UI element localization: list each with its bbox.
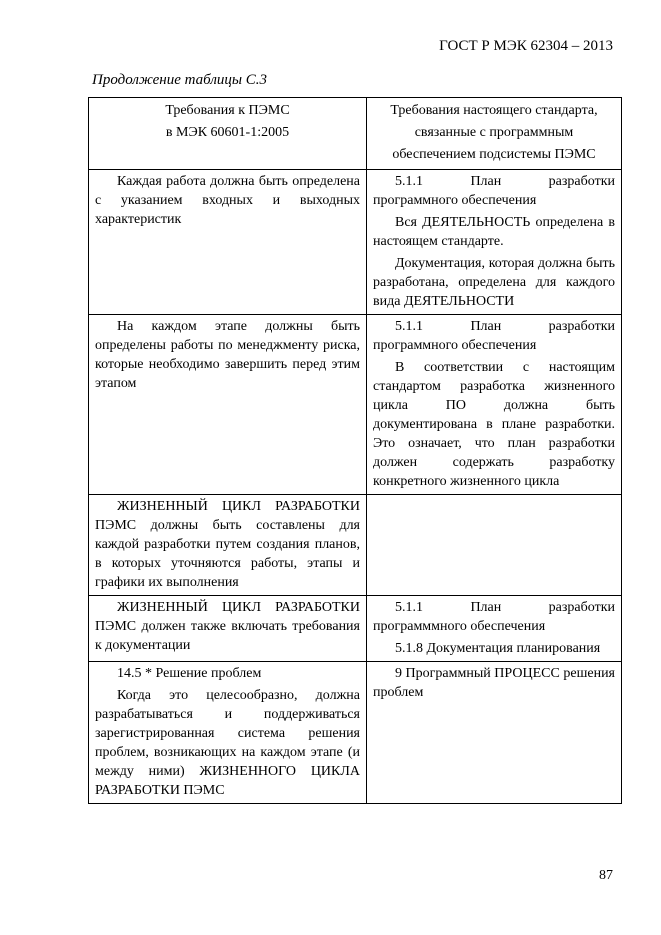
cell-paragraph: 5.1.8 Документация планирования (395, 641, 601, 656)
table-row (89, 662, 622, 804)
left-cell (89, 495, 367, 596)
right-cell (367, 662, 622, 804)
cell-paragraph: Когда это целесообразно, должна разрабатываться и поддерживаться зарегистрированная система решения проблем, возникающих на каждом этапе (и между ними) ЖИЗНЕННОГО ЦИКЛА РАЗРАБОТКИ ПЭМС (95, 688, 360, 798)
cell-paragraph: 14.5 * Решение проблем (117, 666, 262, 681)
col2-header-line: связанные с программным (414, 125, 574, 140)
left-cell (89, 315, 367, 495)
cell-paragraph: 9 Программный ПРОЦЕСС решения проблем (373, 666, 615, 700)
table-row (89, 315, 622, 495)
col1-header-line: Требования к ПЭМС (165, 103, 290, 118)
table-row (89, 170, 622, 315)
cell-paragraph: 5.1.1 План разработки программного обеспечения (373, 319, 615, 353)
cell-paragraph: Вся ДЕЯТЕЛЬНОСТЬ определена в настоящем стандарте. (373, 215, 615, 249)
cell-paragraph: Каждая работа должна быть определена с указанием входных и выходных характеристик (95, 174, 360, 227)
cell-paragraph: 5.1.1 План разработки программмного обеспечения (373, 600, 615, 634)
cell-paragraph: Документация, которая должна быть разработана, определена для каждого вида ДЕЯТЕЛЬНОСТИ (373, 256, 615, 309)
cell-paragraph: ЖИЗНЕННЫЙ ЦИКЛ РАЗРАБОТКИ ПЭМС должны быть составлены для каждой разработки путем создания планов, в которых уточняются работы, этапы и графики их выполнения (95, 499, 360, 590)
col1-header (89, 98, 367, 170)
left-cell (89, 170, 367, 315)
requirements-table (88, 97, 622, 804)
right-cell (367, 170, 622, 315)
table-header-row (89, 98, 622, 170)
col2-header-line: обеспечением подсистемы ПЭМС (392, 147, 596, 162)
col2-header-line: Требования настоящего стандарта, (390, 103, 598, 118)
cell-paragraph: ЖИЗНЕННЫЙ ЦИКЛ РАЗРАБОТКИ ПЭМС должен также включать требования к документации (95, 600, 360, 653)
left-cell (89, 596, 367, 662)
page-number: 87 (599, 868, 613, 883)
standard-code: ГОСТ Р МЭК 62304 – 2013 (439, 38, 613, 54)
right-cell (367, 315, 622, 495)
col1-header-line: в МЭК 60601-1:2005 (165, 125, 290, 140)
table-row (89, 596, 622, 662)
col2-header (367, 98, 622, 170)
table-continuation-caption: Продолжение таблицы С.3 (92, 72, 268, 88)
right-cell-empty (367, 495, 622, 596)
cell-paragraph: В соответствии с настоящим стандартом разработка жизненного цикла ПО должна быть документирована в плане разработки. Это означает, что план разработки должен содержать разработку конкретного жизненного цикла (373, 360, 615, 489)
right-cell (367, 596, 622, 662)
table-row (89, 495, 622, 596)
cell-paragraph: На каждом этапе должны быть определены работы по менеджменту риска, которые необходимо завершить перед этим этапом (95, 319, 360, 391)
cell-paragraph: 5.1.1 План разработки программного обеспечения (373, 174, 615, 208)
left-cell (89, 662, 367, 804)
